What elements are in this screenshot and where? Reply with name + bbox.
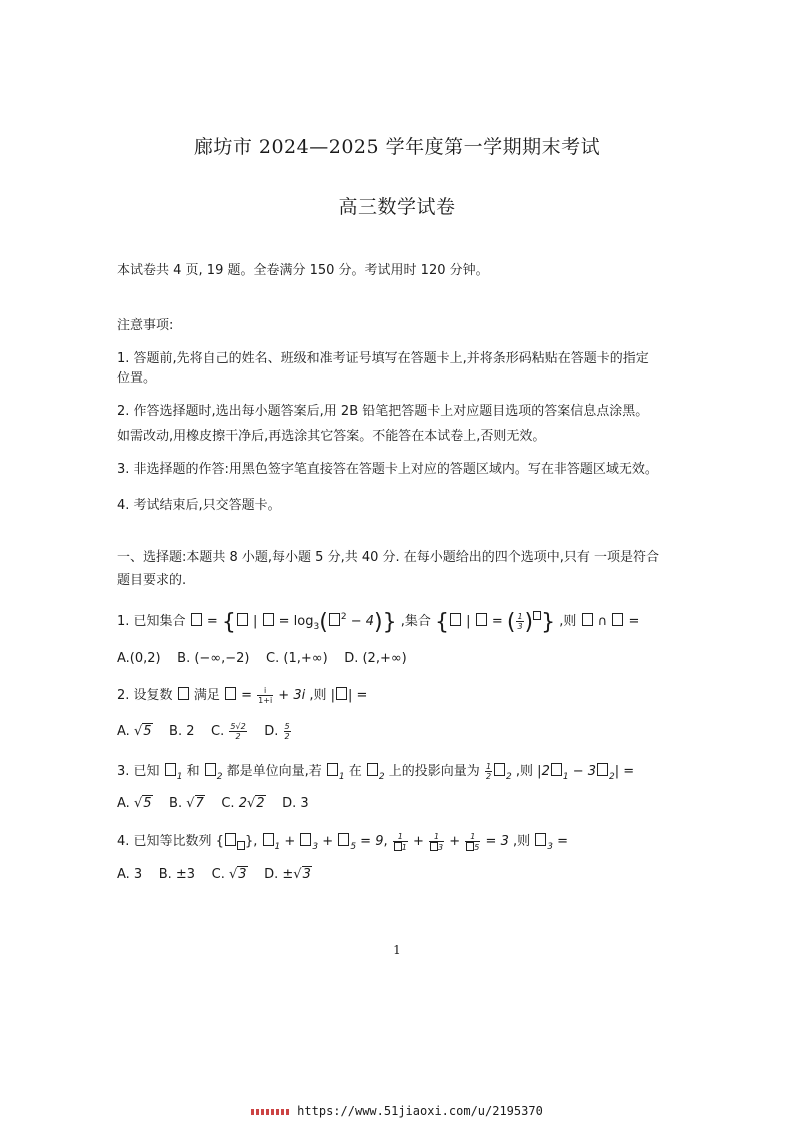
question-text: 2. 设复数 <box>117 688 173 703</box>
note-line: 4. 考试结束后,只交答题卡。 <box>117 498 281 513</box>
note-line: 1. 答题前,先将自己的姓名、班级和准考证号填写在答题卡上,并将条形码粘贴在答题卡的指定 <box>117 351 649 366</box>
note-line: 3. 非选择题的作答:用黑色签字笔直接答在答题卡上对应的答题区域内。写在非答题区域无效。 <box>117 462 658 477</box>
page-number: 1 <box>393 943 401 957</box>
question-text: 和 <box>186 764 200 779</box>
note-line: 如需改动,用橡皮擦干净后,再选涂其它答案。不能答在本试卷上,否则无效。 <box>117 429 546 444</box>
option-d: D. 3 <box>282 796 309 811</box>
question-2-options: A. √5 B. 2 C. $\frac{5√2}{2}$ D. $\frac{5}{2}$ <box>117 722 290 741</box>
note-line: 位置。 <box>117 371 157 386</box>
question-1: 1. 已知集合 = { | = $\log_3$( $^2$ − 4)} ,集合 { | = ( $\frac{1}{3}$ ) } ,则 ∩ = <box>117 610 640 635</box>
question-text: ,则 <box>515 764 534 779</box>
question-3: 3. 已知 $_1$ 和 $_2$ 都是单位向量,若 $_1$ 在 $_2$ 上的投影向量为 $\frac{1}{2}$ $_2$ ,则 |2 $_1$ − 3 $_2$| = <box>117 762 635 782</box>
option-a: A.(0,2) <box>117 651 161 666</box>
question-text: 3. 已知 <box>117 764 160 779</box>
option-d: D. ± <box>264 867 294 882</box>
watermark-logo-icon <box>251 1109 291 1115</box>
option-a: A. <box>117 796 130 811</box>
option-c: C. <box>221 796 235 811</box>
footer <box>0 1104 794 1118</box>
option-c: C. <box>211 724 225 739</box>
question-text: 在 <box>348 764 362 779</box>
option-a: A. <box>117 724 130 739</box>
question-text: 4. 已知等比数列 <box>117 834 212 849</box>
intro-text: 本试卷共 4 页, 19 题。全卷满分 150 分。考试用时 120 分钟。 <box>117 263 489 278</box>
option-b: B. <box>169 796 183 811</box>
question-4-options: A. 3 B. ±3 C. √3 D. ±√3 <box>117 867 311 882</box>
question-text: 都是单位向量,若 <box>226 764 322 779</box>
option-b: B. ±3 <box>158 867 196 882</box>
question-2: 2. 设复数 满足 = $\frac{i}{1+i}$ + 3i ,则 | | = <box>117 686 368 705</box>
footer-url[interactable]: https://www.51jiaoxi.com/u/2195370 <box>297 1104 543 1118</box>
question-1-options <box>117 651 407 666</box>
question-text: ,则 <box>512 834 531 849</box>
option-a: A. 3 <box>117 867 143 882</box>
section-heading: 一、选择题:本题共 8 小题,每小题 5 分,共 40 分. 在每小题给出的四个选项中,只有 一项是符合 <box>117 550 660 565</box>
note-line: 2. 作答选择题时,选出每小题答案后,用 2B 铅笔把答题卡上对应题目选项的答案信息点涂黑。 <box>117 404 649 419</box>
option-c: C. <box>211 867 225 882</box>
option-d: D. <box>264 724 279 739</box>
option-b: B. (−∞,−2) <box>177 651 250 666</box>
notes-heading: 注意事项: <box>117 318 174 333</box>
option-b: B. 2 <box>169 724 195 739</box>
section-heading-cont: 题目要求的. <box>117 573 187 588</box>
question-text: 上的投影向量为 <box>388 764 480 779</box>
question-text: ,则 <box>309 688 327 703</box>
question-4: 4. 已知等比数列 { }, $_1$ + $_3$ + $_5$ = 9, $\frac{1}{1}$ + $\frac{1}{3}$ + $\frac{1}{5}$ = 3 ,则 $_3$ = <box>117 831 569 852</box>
exam-title: 廊坊市 2024—2025 学年度第一学期期末考试 <box>193 136 601 158</box>
exam-subtitle: 高三数学试卷 <box>338 196 456 218</box>
question-text: ,则 <box>559 614 577 629</box>
question-text: 满足 <box>193 688 220 703</box>
question-text: 1. 已知集合 <box>117 614 186 629</box>
question-text: ,集合 <box>400 614 431 629</box>
option-c: C. (1,+∞) <box>266 651 328 666</box>
option-d: D. (2,+∞) <box>344 651 407 666</box>
question-3-options: A. √5 B. √7 C. 2√2 D. 3 <box>117 796 309 811</box>
